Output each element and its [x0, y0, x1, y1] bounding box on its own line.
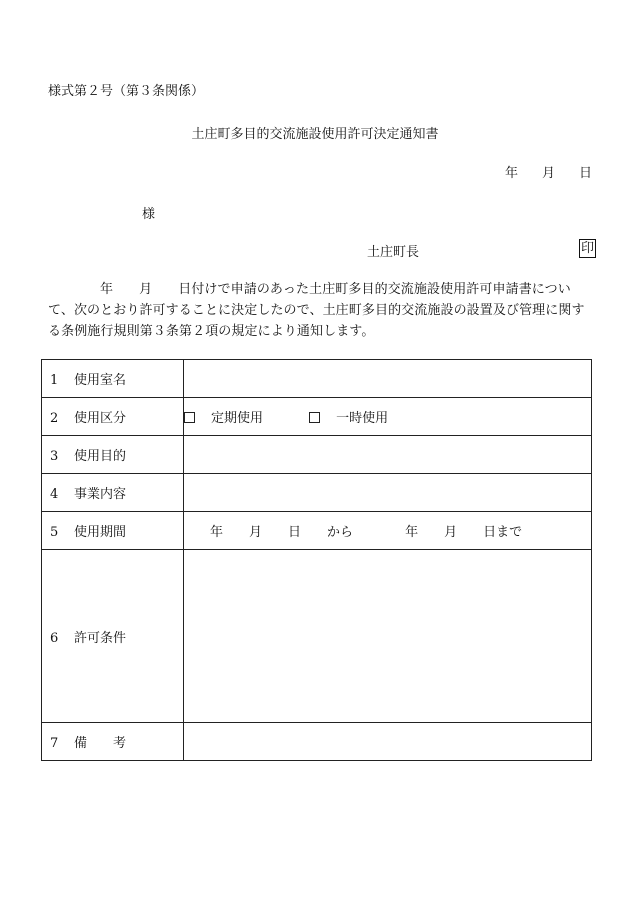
form-number: 様式第２号（第３条関係） — [48, 84, 205, 99]
table-row — [42, 512, 592, 550]
date-year: 年 — [504, 166, 518, 181]
row-label: 5 使用期間 — [42, 512, 184, 550]
table-row — [42, 474, 592, 512]
business-content-value[interactable] — [184, 474, 592, 512]
addressee-suffix: 様 — [142, 207, 156, 222]
row-label: 2 使用区分 — [42, 398, 184, 436]
date-day: 日 — [578, 166, 592, 181]
regular-use-label: 定期使用 — [211, 411, 264, 426]
permit-conditions-value[interactable] — [184, 550, 592, 723]
table-row — [42, 360, 592, 398]
row-label: 7 備 考 — [42, 723, 184, 761]
document-title: 土庄町多目的交流施設使用許可決定通知書 — [191, 127, 439, 142]
row-label: 6 許可条件 — [42, 550, 184, 723]
table-row — [42, 550, 592, 723]
usage-period-value: 年 月 日 から 年 月 日まで — [184, 512, 592, 550]
issuer-name: 土庄町長 — [367, 245, 420, 260]
usage-category-value — [184, 398, 592, 436]
permit-details-table — [41, 359, 592, 761]
row-label: 3 使用目的 — [42, 436, 184, 474]
table-row — [42, 723, 592, 761]
body-text: 日付けで申請のあった土庄町多目的交流施設使用許可申請書について、次のとおり許可することに決定したので、土庄町多目的交流施設の設置及び管理に関する条例施行規則第３条第２項の規定により通知します。 — [48, 282, 585, 339]
row-label: 1 使用室名 — [42, 360, 184, 398]
room-name-value[interactable] — [184, 360, 592, 398]
temporary-use-label: 一時使用 — [336, 411, 389, 426]
row-label: 4 事業内容 — [42, 474, 184, 512]
remarks-value[interactable] — [184, 723, 592, 761]
date-line — [505, 162, 592, 181]
usage-purpose-value[interactable] — [184, 436, 592, 474]
table-row — [42, 436, 592, 474]
table-row — [42, 398, 592, 436]
regular-use-checkbox[interactable] — [184, 412, 195, 423]
body-year: 年 — [100, 282, 114, 297]
seal-mark: 印 — [581, 241, 595, 256]
temporary-use-checkbox[interactable] — [309, 412, 320, 423]
body-month: 月 — [139, 282, 153, 297]
body-paragraph — [48, 279, 596, 342]
date-month: 月 — [541, 166, 555, 181]
